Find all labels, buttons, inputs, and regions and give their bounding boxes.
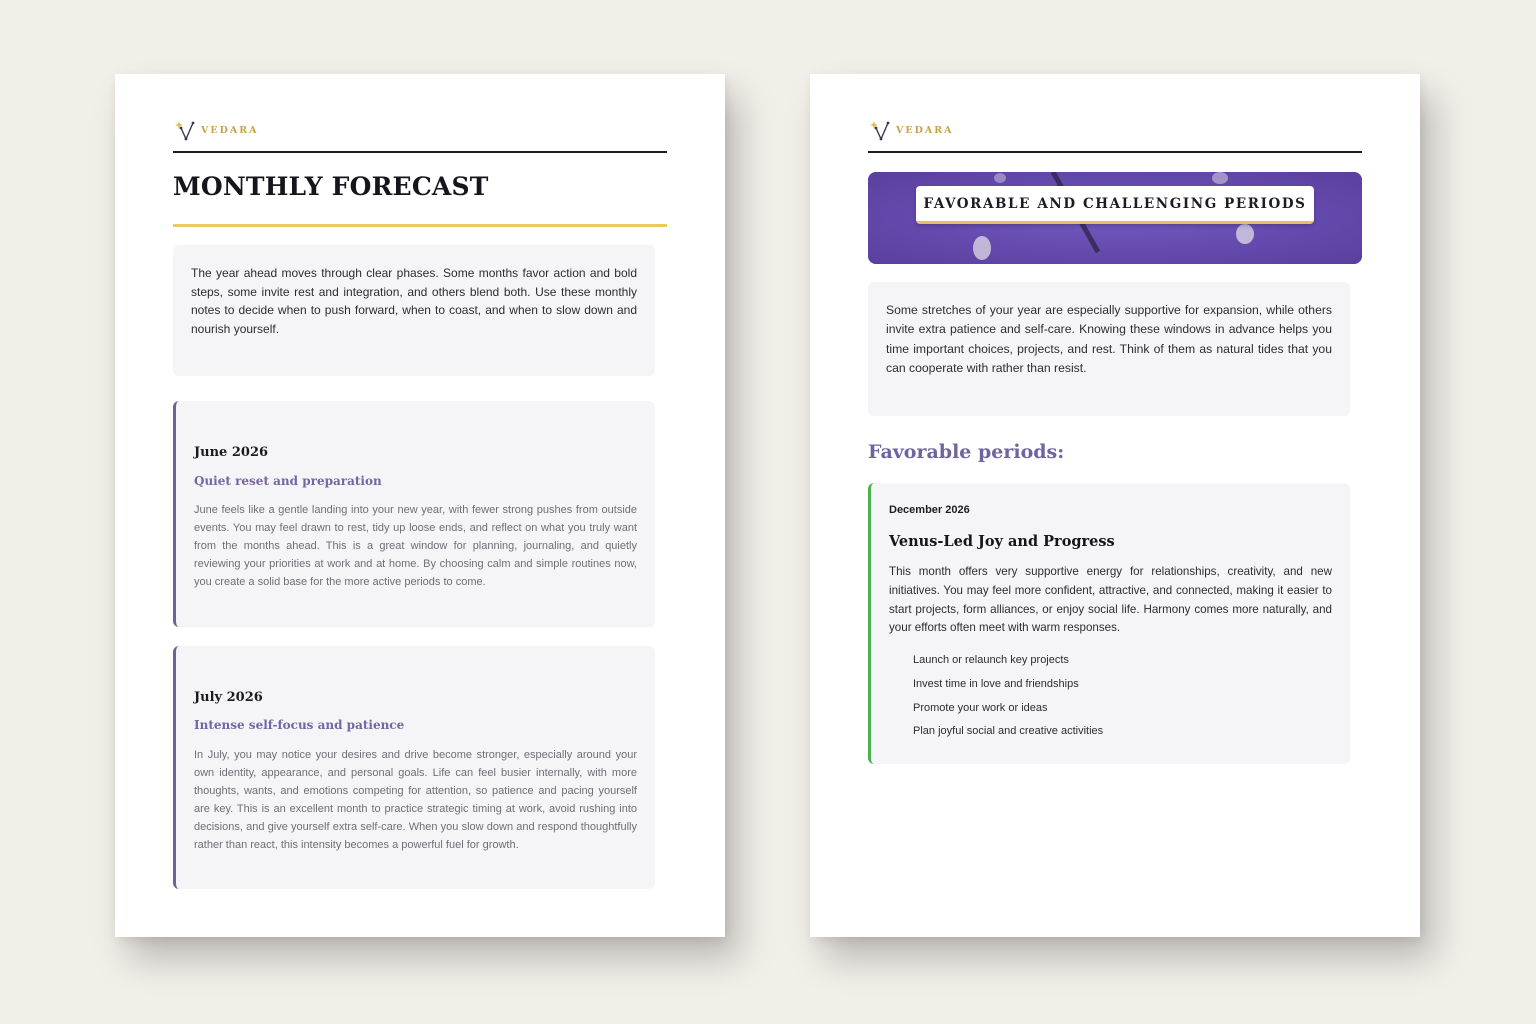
month-date: June 2026: [194, 445, 269, 460]
brand-header: [173, 118, 259, 142]
page-title: MONTHLY FORECAST: [173, 172, 489, 201]
sparkle-v-constellation-icon: [173, 118, 197, 142]
month-subtitle: Intense self-focus and patience: [194, 718, 405, 732]
month-date: July 2026: [194, 690, 263, 705]
banner-title: FAVORABLE AND CHALLENGING PERIODS: [916, 186, 1314, 224]
page-favorable-periods: [810, 74, 1420, 937]
period-date: December 2026: [889, 504, 970, 516]
intro-text: Some stretches of your year are especially supportive for expansion, while others invite extra patience and self-care. Knowing these windows in advance helps you time important choices, projects, and rest. Think of them as natural tides that you can cooperate with rather than resist.: [886, 303, 1332, 376]
month-card-june: [173, 401, 655, 627]
section-banner: [868, 172, 1362, 264]
period-list: [913, 649, 1103, 744]
header-divider: [173, 151, 667, 153]
section-title: Favorable periods:: [868, 441, 1065, 463]
intro-box: [173, 245, 655, 376]
list-item: Invest time in love and friendships: [913, 677, 1079, 690]
sparkle-v-constellation-icon: [868, 118, 892, 142]
intro-text: The year ahead moves through clear phases. Some months favor action and bold steps, some invite rest and integration, and others blend both. Use these monthly notes to decide when to push forward, when to coast, and when to slow down and nourish yourself.: [191, 266, 637, 336]
brand-name: VEDARA: [896, 124, 954, 136]
brand-header: [868, 118, 954, 142]
month-card-july: [173, 646, 655, 889]
period-heading: Venus-Led Joy and Progress: [889, 533, 1115, 550]
list-item: Plan joyful social and creative activities: [913, 725, 1104, 738]
list-item: Promote your work or ideas: [913, 701, 1048, 714]
month-body: In July, you may notice your desires and drive become stronger, especially around your own identity, appearance, and personal goals. Life can feel busier internally, with more thoughts, wants, and emotions competing for attention, so patience and pacing yourself are key. This is an excellent month to practice strategic timing at work, avoid rushing into decisions, and give yourself extra self-care. When you slow down and respond thoughtfully rather than react, this intensity becomes a powerful fuel for growth.: [194, 749, 637, 851]
brand-name: VEDARA: [201, 124, 259, 136]
intro-box: [868, 282, 1350, 416]
favorable-period-card: [868, 483, 1350, 764]
title-underline: [173, 224, 667, 227]
header-divider: [868, 151, 1362, 153]
month-body: June feels like a gentle landing into your new year, with fewer strong pushes from outside events. You may feel drawn to rest, tidy up loose ends, and reflect on what you truly want from the months ahead. This is a great window for planning, journaling, and quietly reviewing your priorities at work and at home. By choosing calm and simple routines now, you create a solid base for the more active periods to come.: [194, 504, 637, 588]
list-item: Launch or relaunch key projects: [913, 654, 1069, 666]
page-monthly-forecast: [115, 74, 725, 937]
month-subtitle: Quiet reset and preparation: [194, 474, 382, 488]
period-body: This month offers very supportive energy for relationships, creativity, and new initiatives. You may feel more confident, attractive, and connected, making it easier to start projects, form alliances, or enjoy social life. Harmony comes more naturally, and your efforts often meet with warm responses.: [889, 565, 1332, 635]
